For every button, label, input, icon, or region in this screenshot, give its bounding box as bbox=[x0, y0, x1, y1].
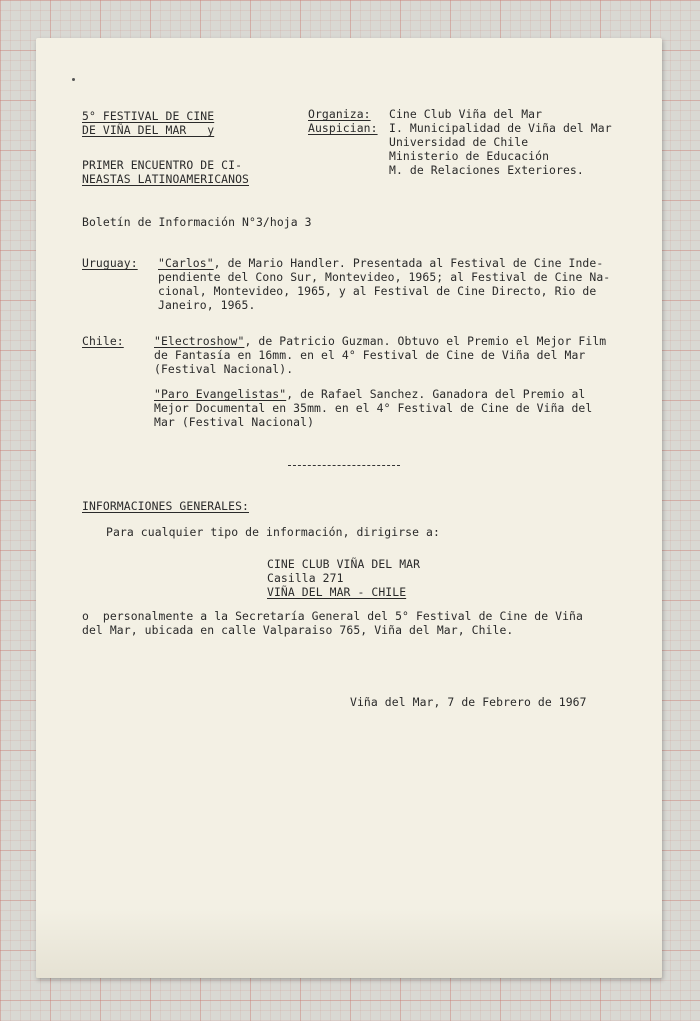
uruguay-line: cional, Montevideo, 1965, y al Festival de Cine Directo, Rio de bbox=[158, 284, 597, 298]
bulletin-number: Boletín de Información N°3/hoja 3 bbox=[82, 215, 312, 229]
auspician-value: I. Municipalidad de Viña del Mar bbox=[389, 121, 612, 135]
organiza-label: Organiza: bbox=[308, 107, 371, 121]
chile-film1-line: de Fantasía en 16mm. en el 4° Festival de Cine de Viña del Mar bbox=[154, 348, 586, 362]
info-heading: INFORMACIONES GENERALES: bbox=[82, 499, 249, 513]
auspician-value: M. de Relaciones Exteriores. bbox=[389, 163, 584, 177]
chile-film2-line: Mar (Festival Nacional) bbox=[154, 415, 315, 429]
country-label-uruguay: Uruguay: bbox=[82, 256, 138, 270]
auspician-value: Universidad de Chile bbox=[389, 135, 529, 149]
organiza-value: Cine Club Viña del Mar bbox=[389, 107, 543, 121]
country-label-chile: Chile: bbox=[82, 334, 124, 348]
chile-film2-line: Mejor Documental en 35mm. en el 4° Festival de Cine de Viña del bbox=[154, 401, 593, 415]
film-title-paro-evangelistas: "Paro Evangelistas" bbox=[154, 387, 287, 401]
paper-speck bbox=[72, 78, 75, 81]
film-title-carlos: "Carlos" bbox=[158, 256, 214, 270]
festival-title-line1: 5° FESTIVAL DE CINE bbox=[82, 109, 215, 123]
uruguay-line-1-text: , de Mario Handler. Presentada al Festival de Cine Inde- bbox=[213, 256, 604, 270]
info-intro: Para cualquier tipo de información, dirigirse a: bbox=[106, 525, 440, 539]
uruguay-line: pendiente del Cono Sur, Montevideo, 1965; al Festival de Cine Na- bbox=[158, 270, 611, 284]
chile-film1-line: (Festival Nacional). bbox=[154, 362, 294, 376]
place-date: Viña del Mar, 7 de Febrero de 1967 bbox=[350, 695, 587, 709]
chile-film1-line-1 bbox=[154, 334, 606, 348]
uruguay-line-1 bbox=[158, 256, 603, 270]
address-line: CINE CLUB VIÑA DEL MAR bbox=[267, 557, 421, 571]
film-title-electroshow: "Electroshow" bbox=[154, 334, 245, 348]
festival-title-line2: DE VIÑA DEL MAR y bbox=[82, 123, 215, 137]
chile-film2-line-1 bbox=[154, 387, 585, 401]
chile-film1-line-1-text: , de Patricio Guzman. Obtuvo el Premio el Mejor Film bbox=[244, 334, 607, 348]
auspician-label: Auspician: bbox=[308, 121, 378, 135]
encuentro-title-line1: PRIMER ENCUENTRO DE CI- bbox=[82, 158, 243, 172]
info-personal-line: o personalmente a la Secretaría General del 5° Festival de Cine de Viña bbox=[82, 609, 583, 623]
section-divider bbox=[288, 465, 400, 466]
auspician-value: Ministerio de Educación bbox=[389, 149, 550, 163]
document-page bbox=[36, 38, 662, 978]
chile-film2-line-1-text: , de Rafael Sanchez. Ganadora del Premio al bbox=[286, 387, 586, 401]
address-line: VIÑA DEL MAR - CHILE bbox=[267, 585, 407, 599]
info-personal-line: del Mar, ubicada en calle Valparaiso 765, Viña del Mar, Chile. bbox=[82, 623, 514, 637]
encuentro-title-line2: NEASTAS LATINOAMERICANOS bbox=[82, 172, 249, 186]
address-line: Casilla 271 bbox=[267, 571, 344, 585]
uruguay-line: Janeiro, 1965. bbox=[158, 298, 256, 312]
